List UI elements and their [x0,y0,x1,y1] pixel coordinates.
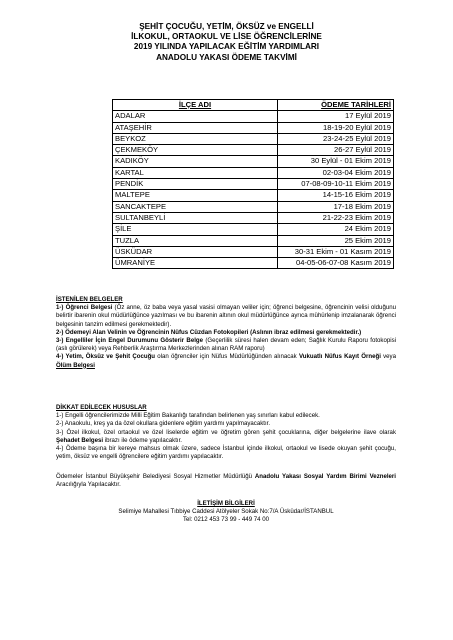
district-cell: SANCAKTEPE [113,201,278,212]
table-row [113,145,394,156]
document-title [40,22,413,63]
payment-dates-cell: 21-22-23 Ekim 2019 [278,212,394,223]
title-line: İLKOKUL, ORTAOKUL VE LİSE ÖĞRENCİLERİNE [131,32,322,42]
payment-dates-cell: 14-15-16 Ekim 2019 [278,190,394,201]
district-cell: MALTEPE [113,190,278,201]
item-bold-text: 2-) Ödemeyi Alan Velinin ve Öğrencinin Nüfus Cüzdan Fotokopileri (Aslının ibraz edilmesi gerekmektedir.) [56,328,362,336]
table-row [113,224,394,235]
item-text: veya [380,353,396,361]
payment-dates-cell: 02-03-04 Ekim 2019 [278,167,394,178]
requirement-item [56,329,396,337]
district-column-header: İLÇE ADI [113,100,278,111]
table-row [113,212,394,223]
payment-dates-cell: 07-08-09-10-11 Ekim 2019 [278,179,394,190]
table-row [113,179,394,190]
table-row [113,156,394,167]
payment-dates-cell: 30 Eylül - 01 Ekim 2019 [278,156,394,167]
contact-section [56,500,396,525]
item-text: (Geçerlilik süresi halen devam eden; Sağlık Kurulu Raporu fotokopisi (aslı görülerek) veya Rehberlik Araştırma Merkezlerinden alınan RAM raporu) [56,337,396,353]
payment-dates-cell: 17 Eylül 2019 [278,111,394,122]
consideration-item [56,429,396,445]
table-row [113,111,394,122]
section-heading: DİKKAT EDİLECEK HUSUSLAR [56,404,147,411]
district-cell: KADIKÖY [113,156,278,167]
district-cell: BEYKOZ [113,133,278,144]
requirement-item [56,337,396,353]
consideration-item: 4-) Ödeme başına bir kereye mahsus olmak üzere, sadece İstanbul içinde ilkokul, ortaokul ve lisede okuyan şehit çocuğu, yetim, öksüz ve engelli öğrencilere eğitim yardımı yapılacaktır. [56,445,396,461]
table-row [113,167,394,178]
payment-dates-cell: 18-19-20 Eylül 2019 [278,122,394,133]
payment-dates-cell: 24 Ekim 2019 [278,224,394,235]
required-documents-section [56,296,396,370]
table-row [113,258,394,269]
requirement-item [56,353,396,369]
section-heading: İLETİŞİM BİLGİLERİ [197,500,255,507]
payment-dates-cell: 26-27 Eylül 2019 [278,145,394,156]
note-bold-text: Anadolu Yakası Sosyal Yardım Birimi Vezneleri [254,473,396,480]
item-bold-text: 3-) Engelliler İçin Engel Durumunu Gösterir Belge [56,337,204,345]
table-row [113,201,394,212]
item-bold-text: Vukuatlı Nüfus Kayıt Örneği [298,353,381,361]
table-row [113,122,394,133]
item-bold-text: 4-) Yetim, Öksüz ve Şehit Çocuğu [56,353,156,361]
district-cell: ATAŞEHİR [113,122,278,133]
payment-dates-cell: 17-18 Ekim 2019 [278,201,394,212]
table-row [113,133,394,144]
note-text: Aracılığıyla Yapılacaktır. [56,481,121,489]
payment-note [56,473,396,489]
payment-dates-cell: 23-24-25 Eylül 2019 [278,133,394,144]
payment-dates-cell: 04-05-06-07-08 Kasım 2019 [278,258,394,269]
district-cell: ADALAR [113,111,278,122]
payment-dates-cell: 25 Ekim 2019 [278,235,394,246]
item-number: 1-) [56,304,66,312]
district-cell: PENDİK [113,179,278,190]
title-line: ŞEHİT ÇOCUĞU, YETİM, ÖKSÜZ ve ENGELLİ [139,22,314,31]
payment-dates-cell: 30-31 Ekim - 01 Kasım 2019 [278,246,394,257]
district-cell: ÜMRANİYE [113,258,278,269]
table-header-row [113,100,394,111]
item-bold-text: Şehadet Belgesi [56,436,104,444]
item-text: (Öz anne, öz baba veya yasal vasisi olmayan veliler için; öğrenci belgesine, öğrencinin velisi olduğunu belirtir ibarenin okul müdürlüğünce yazılması ve bu ibarenin altının okul müdürlüğünce ayrıca mühürlenip imzalanarak öğrenci belgesinin tanzim edilmesi gerekmektedir). [56,304,396,328]
item-text: ibrazı ile ödeme yapılacaktır. [103,436,182,444]
item-bold-text: Ölüm Belgesi [56,361,95,369]
district-cell: ÇEKMEKÖY [113,145,278,156]
requirement-item [56,304,396,329]
district-cell: ŞİLE [113,224,278,235]
table-row [113,235,394,246]
district-cell: ÜSKÜDAR [113,246,278,257]
table-row [113,246,394,257]
note-text: Ödemeler İstanbul Büyükşehir Belediyesi Sosyal Hizmetler Müdürlüğü [56,473,255,480]
consideration-item: 2-) Anaokulu, kreş ya da özel okullara gidenlere eğitim yardımı yapılmayacaktır. [56,420,271,428]
title-line: 2019 YILINDA YAPILACAK EĞİTİM YARDIMLARI [133,42,320,52]
considerations-section [56,404,396,461]
payment-schedule-table [112,99,394,269]
table-row [113,190,394,201]
district-cell: TUZLA [113,235,278,246]
district-cell: SULTANBEYLİ [113,212,278,223]
item-text: olan öğrenciler için Nüfus Müdürlüğünden alınacak [155,353,299,361]
title-line: ANADOLU YAKASI ÖDEME TAKVİMİ [156,52,297,62]
contact-address: Selimiye Mahallesi Tıbbiye Caddesi Atölyeler Sokak No:7/A Üsküdar/İSTANBUL [118,508,334,516]
dates-column-header: ÖDEME TARİHLERİ [278,100,394,111]
section-heading: İSTENİLEN BELGELER [56,296,123,303]
item-text: 3-) Özel ilkokul, özel ortaokul ve özel liselerde eğitim ve öğretim gören şehit çocuklarına, diğer belgelerine ilave olarak [56,428,396,436]
district-cell: KARTAL [113,167,278,178]
contact-phone: Tel: 0212 453 73 99 - 449 74 00 [182,516,270,524]
item-bold-text: Öğrenci Belgesi [65,304,113,312]
consideration-item: 1-) Engelli öğrencilerimizde Milli Eğitim Bakanlığı tarafından belirlenen yaş sınırları kabul edilecek. [56,412,320,420]
